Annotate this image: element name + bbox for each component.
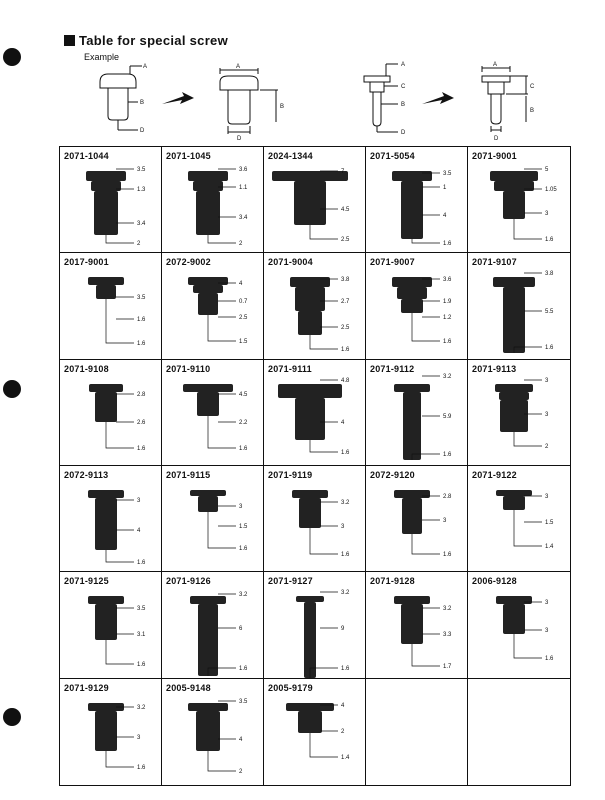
dimension-value: 3.1 (137, 632, 146, 639)
dimension-value: 2.5 (341, 325, 350, 332)
dimension-value: 3.5 (239, 698, 248, 705)
screw-head (89, 384, 123, 392)
dimension-value: 3 (545, 628, 549, 635)
page-title (64, 33, 228, 48)
screw-shank (503, 191, 525, 219)
screw-shank (401, 181, 423, 239)
dimension-value: 3.4 (137, 221, 146, 227)
dimension-leader (514, 510, 542, 546)
dimension-value: 1.6 (545, 237, 554, 243)
screw-code: 2005-9179 (268, 682, 313, 693)
dimension-leader (514, 219, 542, 239)
example-dim-a-3: A (401, 62, 406, 68)
dimension-value: 1.6 (341, 666, 350, 673)
example-dim-a-2: A (236, 64, 241, 70)
screw-shank (196, 711, 220, 751)
dimension-leader (208, 235, 236, 243)
dimension-value: 3.2 (137, 704, 146, 711)
dimension-value: 3.5 (137, 295, 146, 302)
screw-drawing (366, 147, 468, 253)
dimension-value: 2 (341, 728, 345, 735)
dimension-value: 4.8 (341, 377, 350, 384)
screw-drawing (162, 253, 264, 359)
dimension-value: 5 (545, 167, 549, 173)
screw-cell-2071-9112 (366, 360, 468, 466)
dimension-value: 1.6 (137, 764, 146, 771)
screw-collar (397, 287, 427, 299)
example-dim-d-4: D (494, 136, 499, 142)
screw-shank (94, 191, 118, 235)
dimension-leader (208, 751, 236, 771)
screw-shank (95, 392, 117, 422)
screw-cell-2071-5054 (366, 147, 468, 253)
screw-shank (304, 602, 316, 678)
screw-cell-2072-9002 (162, 253, 264, 359)
dimension-value: 1.4 (341, 754, 350, 761)
screw-head (495, 384, 533, 392)
screw-code: 2071-9126 (166, 576, 211, 587)
dimension-value: 3.5 (137, 606, 146, 613)
screw-drawing (264, 360, 366, 466)
screw-cell-2071-9110 (162, 360, 264, 466)
screw-code: 2071-9113 (472, 363, 517, 374)
screw-head (290, 277, 330, 287)
screw-drawing (264, 253, 366, 359)
screw-code: 2071-9007 (370, 257, 415, 268)
dimension-value: 1.2 (443, 315, 452, 322)
dimension-leader (412, 644, 440, 666)
binder-hole-middle (3, 380, 21, 398)
screw-shank (402, 498, 422, 534)
dimension-leader (514, 432, 542, 446)
screw-cell-2071-9113 (468, 360, 570, 466)
dimension-value: 7 (341, 169, 345, 175)
screw-head (278, 384, 342, 398)
screw-code: 2071-9001 (472, 151, 517, 161)
screw-code: 2071-9125 (64, 576, 109, 587)
dimension-value: 9 (341, 626, 345, 633)
dimension-leader (106, 640, 134, 664)
dimension-value: 1.6 (341, 449, 350, 456)
screw-shank (196, 191, 220, 235)
dimension-value: 2.8 (137, 391, 146, 398)
screw-code: 2071-9122 (472, 470, 517, 480)
dimension-value: 4 (443, 213, 447, 219)
screw-shank (401, 604, 423, 644)
example-label: Example (84, 52, 120, 62)
dimension-value: 1.6 (137, 560, 146, 566)
screw-drawing (468, 147, 570, 253)
dimension-value: 1.6 (239, 445, 248, 452)
screw-shank (198, 604, 218, 676)
dimension-leader (106, 299, 134, 343)
dimension-value: 3.8 (341, 277, 350, 284)
screw-drawing (264, 679, 366, 785)
example-dim-d-2: D (237, 136, 242, 142)
dimension-value: 1.5 (545, 520, 554, 526)
screw-cell-2071-9115 (162, 466, 264, 572)
screw-drawing (162, 572, 264, 678)
dimension-value: 3 (341, 524, 345, 530)
dimension-leader (106, 422, 134, 448)
screw-collar (494, 181, 534, 191)
dimension-value: 4 (137, 528, 141, 534)
dimension-leader (412, 534, 440, 554)
dimension-value: 3 (545, 600, 549, 607)
screw-head (188, 171, 228, 181)
dimension-value: 3 (545, 411, 549, 418)
screw-head (496, 596, 532, 604)
screw-code: 2024-1344 (268, 151, 313, 161)
screw-head (190, 490, 226, 496)
screw-head (88, 596, 124, 604)
dimension-value: 1.6 (137, 662, 146, 669)
screw-code: 2072-9002 (166, 257, 211, 268)
screw-cell-2072-9120 (366, 466, 468, 572)
screw-head (88, 490, 124, 498)
dimension-leader (310, 335, 338, 349)
dimension-value: 2.5 (239, 315, 248, 322)
dimension-value: 3 (137, 498, 141, 504)
screw-drawing (60, 360, 162, 466)
screw-cell-2071-9125 (60, 572, 162, 678)
screw-drawing (264, 466, 366, 572)
dimension-value: 1.6 (137, 317, 146, 324)
screw-code: 2071-9110 (166, 363, 211, 374)
screw-drawing (60, 572, 162, 678)
dimension-value: 2 (239, 768, 243, 775)
example-dim-b-4: B (530, 108, 535, 114)
screw-cell-2005-9148 (162, 679, 264, 785)
example-dim-b-3: B (401, 102, 406, 108)
screw-head (394, 490, 430, 498)
dimension-value: 1.6 (341, 347, 350, 354)
dimension-value: 3.2 (341, 500, 350, 506)
dimension-value: 2.2 (239, 419, 248, 426)
screw-shank (95, 498, 117, 550)
dimension-value: 3.6 (443, 277, 452, 284)
example-screw-1 (100, 66, 145, 130)
screw-shank (197, 392, 219, 416)
dimension-value: 3 (545, 377, 549, 384)
dimension-leader (208, 416, 236, 448)
example-dim-a-4: A (493, 62, 498, 68)
screw-collar (193, 285, 223, 293)
dimension-value: 1.05 (545, 187, 557, 193)
screw-shank (294, 181, 326, 225)
example-dim-c-3: C (401, 84, 406, 90)
dimension-value: 1.5 (239, 339, 248, 346)
screw-collar (91, 181, 121, 191)
screw-code: 2071-9128 (370, 576, 415, 587)
dimension-value: 3.2 (443, 606, 452, 613)
screw-code: 2071-9119 (268, 470, 313, 480)
screw-shank (503, 496, 525, 510)
dimension-value: 2.7 (341, 299, 350, 306)
dimension-value: 4 (341, 419, 345, 426)
screw-cell-2072-9113 (60, 466, 162, 572)
screw-head (88, 277, 124, 285)
dimension-value: 3.8 (545, 271, 554, 278)
dimension-value: 2 (137, 241, 141, 247)
screw-cell-2071-9129 (60, 679, 162, 785)
screw-shank (95, 604, 117, 640)
screw-cell-2071-9122 (468, 466, 570, 572)
dimension-value: 1.6 (239, 546, 248, 552)
screw-code: 2071-9127 (268, 576, 313, 587)
dimension-value: 3 (239, 504, 243, 510)
dimension-value: 2 (239, 241, 243, 247)
screw-code: 2071-1045 (166, 151, 211, 161)
screw-head (394, 384, 430, 392)
dimension-value: 1.6 (443, 339, 452, 346)
dimension-value: 3.4 (239, 215, 248, 221)
screw-head (490, 171, 538, 181)
screw-shank (295, 398, 325, 440)
screw-drawing (60, 253, 162, 359)
dimension-value: 1.6 (545, 345, 554, 352)
dimension-value: 2.8 (443, 494, 452, 500)
screw-cell-2071-9108 (60, 360, 162, 466)
dimension-value: 3.5 (137, 167, 146, 173)
screw-shank (503, 287, 525, 353)
dimension-value: 2.6 (137, 419, 146, 426)
screw-head (493, 277, 535, 287)
screw-head (496, 490, 532, 496)
screw-collar (499, 392, 529, 400)
screw-drawing (468, 466, 570, 572)
screw-shank (298, 311, 322, 335)
dimension-value: 1.1 (239, 185, 248, 191)
screw-drawing (366, 572, 468, 678)
screw-drawing (366, 253, 468, 359)
screw-cell-2024-1344 (264, 147, 366, 253)
dimension-value: 1.6 (137, 341, 146, 348)
example-dim-d-3: D (401, 130, 406, 136)
screw-head (86, 171, 126, 181)
screw-shank (198, 496, 218, 512)
screw-head (394, 596, 430, 604)
dimension-value: 1 (443, 185, 447, 191)
example-arrow-1 (162, 92, 194, 104)
screw-shank (298, 711, 322, 733)
screw-cell-2006-9128 (468, 572, 570, 678)
screw-drawing (60, 147, 162, 253)
example-screw-3 (364, 64, 398, 132)
title-square-icon (64, 35, 75, 46)
example-dim-a-1: A (143, 64, 148, 70)
page-title-text: Table for special screw (79, 33, 228, 48)
dimension-leader (310, 733, 338, 757)
screw-shank (503, 604, 525, 634)
screw-shank (96, 285, 116, 299)
dimension-leader (310, 528, 338, 554)
dimension-leader (412, 239, 440, 243)
dimension-leader (106, 235, 134, 243)
dimension-value: 1.6 (341, 552, 350, 558)
dimension-value: 2.5 (341, 237, 350, 243)
screw-drawing (60, 466, 162, 572)
example-screw-2 (220, 68, 278, 134)
screw-code: 2071-9004 (268, 257, 313, 268)
dimension-value: 2 (545, 443, 549, 450)
screw-drawing (60, 679, 162, 785)
dimension-value: 3.5 (443, 171, 452, 177)
dimension-leader (106, 751, 134, 767)
dimension-value: 1.3 (137, 187, 146, 193)
dimension-value: 3.6 (239, 167, 248, 173)
dimension-value: 1.6 (137, 445, 146, 452)
example-dim-c-4: C (530, 84, 535, 90)
screw-code: 2071-5054 (370, 151, 415, 161)
dimension-value: 3 (545, 494, 549, 500)
screw-head (190, 596, 226, 604)
screw-cell-2017-9001 (60, 253, 162, 359)
dimension-leader (514, 634, 542, 658)
screw-drawing (162, 147, 264, 253)
dimension-leader (208, 315, 236, 341)
screw-drawing (162, 360, 264, 466)
screw-code: 2072-9120 (370, 470, 415, 480)
screw-drawing (366, 360, 468, 466)
dimension-value: 1.6 (443, 552, 452, 558)
screw-head (392, 171, 432, 181)
empty-cell (366, 679, 468, 785)
screw-code: 2017-9001 (64, 257, 109, 268)
dimension-value: 1.9 (443, 299, 452, 306)
dimension-leader (310, 225, 338, 239)
screw-drawing (468, 253, 570, 359)
screw-drawing (366, 466, 468, 572)
screw-cell-2071-9111 (264, 360, 366, 466)
screw-head (272, 171, 348, 181)
dimension-value: 0.7 (239, 299, 248, 306)
screw-collar (193, 181, 223, 191)
screw-drawing (468, 572, 570, 678)
screw-head (188, 703, 228, 711)
dimension-leader (310, 440, 338, 452)
dimension-value: 6 (239, 626, 243, 633)
screw-head (188, 277, 228, 285)
screw-head (292, 490, 328, 498)
example-arrow-2 (422, 92, 454, 104)
dimension-value: 4 (239, 281, 243, 288)
screw-code: 2071-9111 (268, 363, 312, 374)
example-dim-b-1: B (140, 100, 145, 106)
dimension-value: 3.2 (341, 590, 350, 597)
screw-cell-2071-9119 (264, 466, 366, 572)
screw-cell-2005-9179 (264, 679, 366, 785)
example-diagram (80, 60, 540, 146)
screw-collar (295, 287, 325, 311)
screw-code: 2071-9112 (370, 363, 415, 374)
dimension-value: 1.7 (443, 664, 452, 671)
dimension-leader (106, 550, 134, 562)
dimension-leader (208, 512, 236, 548)
screw-drawing (468, 360, 570, 466)
screw-shank (95, 711, 117, 751)
screw-shank (403, 392, 421, 460)
screw-head (286, 703, 334, 711)
screw-code: 2006-9128 (472, 576, 517, 587)
dimension-value: 3.3 (443, 632, 452, 639)
dimension-value: 5.9 (443, 413, 452, 420)
dimension-value: 1.6 (443, 241, 452, 247)
screw-code: 2072-9113 (64, 470, 109, 480)
dimension-value: 4 (341, 702, 345, 709)
example-screw-4 (482, 66, 528, 132)
screw-code: 2071-9107 (472, 257, 517, 268)
example-dim-b-2: B (280, 104, 285, 110)
screw-code: 2071-1044 (64, 151, 109, 161)
dimension-value: 4.5 (341, 207, 350, 213)
screw-head (183, 384, 233, 392)
dimension-value: 3.2 (443, 373, 452, 380)
dimension-value: 3 (443, 518, 447, 524)
screw-cell-2071-1045 (162, 147, 264, 253)
screw-cell-2071-9001 (468, 147, 570, 253)
dimension-value: 3.2 (239, 592, 248, 599)
screw-head (392, 277, 432, 287)
screw-drawing (264, 572, 366, 678)
screw-cell-2071-9004 (264, 253, 366, 359)
screw-code: 2005-9148 (166, 682, 211, 693)
dimension-value: 3 (137, 734, 141, 741)
binder-hole-bottom (3, 708, 21, 726)
dimension-value: 1.6 (443, 451, 452, 458)
dimension-value: 4 (239, 736, 243, 743)
dimension-value: 3 (545, 211, 549, 217)
screw-head (296, 596, 324, 602)
screw-cell-2071-1044 (60, 147, 162, 253)
dimension-value: 1.6 (545, 656, 554, 663)
dimension-value: 4.5 (239, 391, 248, 398)
screw-cell-2071-9127 (264, 572, 366, 678)
empty-cell (468, 679, 570, 785)
screw-drawing (264, 147, 366, 253)
dimension-value: 5.5 (545, 309, 554, 316)
screw-code: 2071-9108 (64, 363, 109, 374)
dimension-value: 1.6 (239, 666, 248, 673)
screw-shank (500, 400, 528, 432)
screw-table (59, 146, 571, 786)
screw-shank (401, 299, 423, 313)
screw-shank (299, 498, 321, 528)
example-dim-d-1: D (140, 128, 145, 134)
screw-cell-2071-9126 (162, 572, 264, 678)
dimension-value: 1.5 (239, 524, 248, 530)
screw-cell-2071-9107 (468, 253, 570, 359)
screw-code: 2071-9129 (64, 682, 109, 693)
dimension-value: 1.4 (545, 544, 554, 550)
screw-shank (198, 293, 218, 315)
binder-hole-top (3, 48, 21, 66)
screw-cell-2071-9007 (366, 253, 468, 359)
screw-code: 2071-9115 (166, 470, 211, 480)
screw-drawing (162, 466, 264, 572)
screw-cell-2071-9128 (366, 572, 468, 678)
screw-drawing (162, 679, 264, 785)
